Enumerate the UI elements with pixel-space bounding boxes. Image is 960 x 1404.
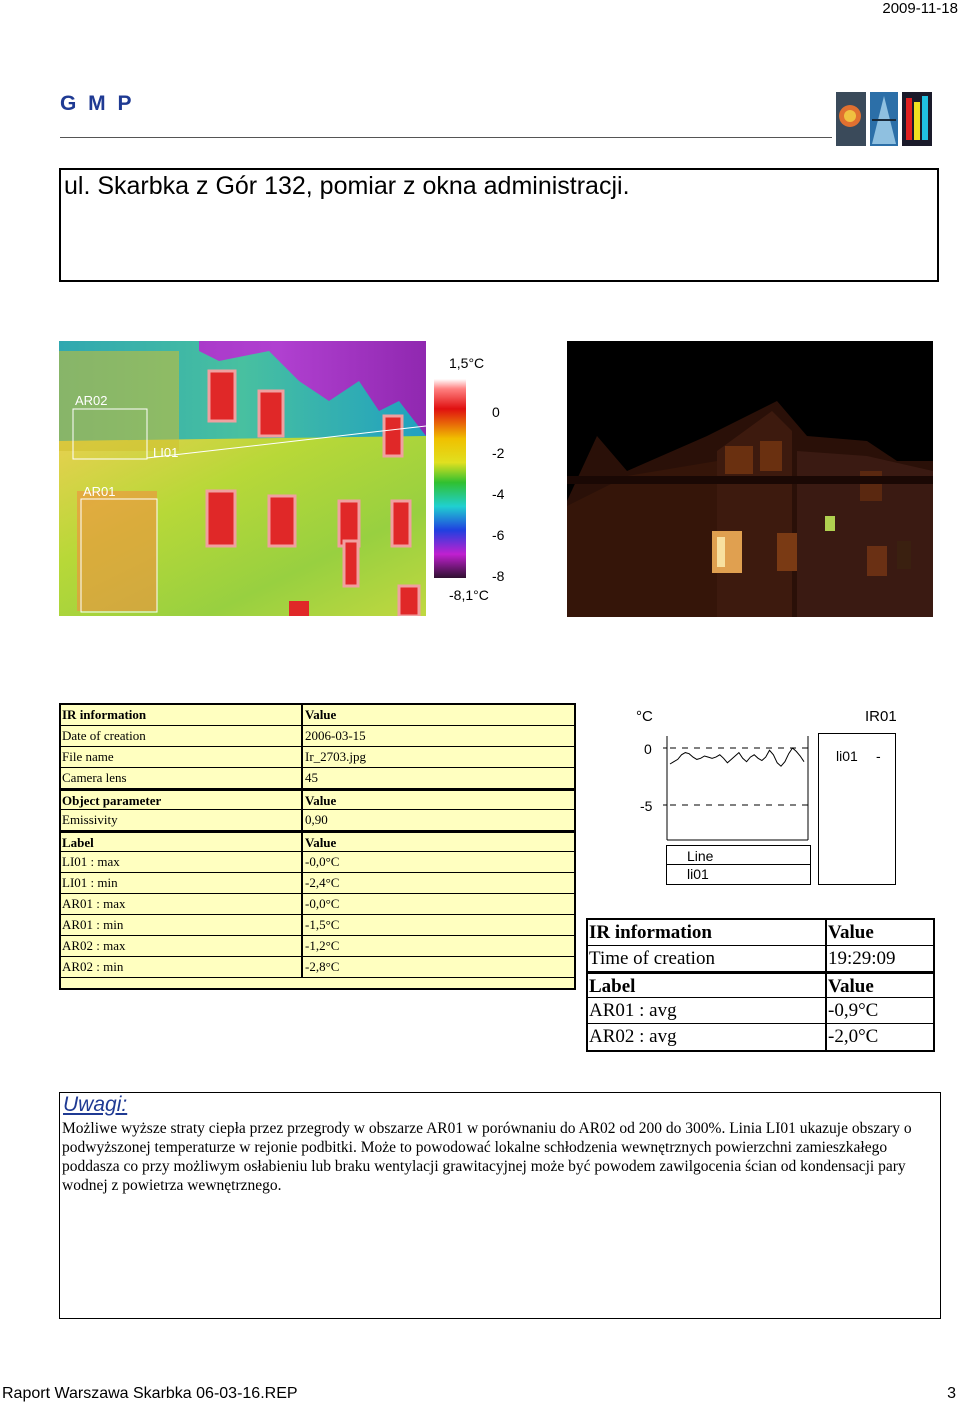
report-date: 2009-11-18 <box>882 0 958 17</box>
table-row <box>588 920 933 946</box>
table-cell: Date of creation <box>61 726 303 746</box>
table-cell: Emissivity <box>61 810 303 830</box>
legend-header: Line <box>667 846 810 865</box>
thermal-label-ar01: AR01 <box>83 484 116 499</box>
legend-entry: li01 <box>687 866 709 882</box>
table-cell: AR02 : avg <box>588 1024 827 1050</box>
table-cell: 2006-03-15 <box>305 728 366 743</box>
scale-tick: -8 <box>492 568 505 584</box>
table-cell: AR02 : max <box>61 936 303 956</box>
building-photo <box>567 341 933 617</box>
table-cell: Time of creation <box>588 946 827 971</box>
table-cell: AR01 : max <box>61 894 303 914</box>
table-row <box>61 789 574 810</box>
notes-text: Możliwe wyższe straty ciepła przez przegrody w obszarze AR01 w porównaniu do AR02 od 200 do 300%. Linia LI01 ukazuje obszary o podwyższonej temperaturze w rejonie podbitki. Może to powodować lokalne schłodzenia wewnętrznych powierzchni zamieszkałego poddasza co przy możliwym osłabieniu lub braku wentylacji grawitacyjnej może być powodem zawilgocenia ścian od kondensacji pary wodnej z powietrza wewnętrznego. <box>62 1120 912 1194</box>
scale-max-label: 1,5°C <box>449 355 485 371</box>
chart-y-tick-minus5: -5 <box>640 798 653 814</box>
chart-series-li01 <box>670 748 804 766</box>
page-number: 3 <box>947 1385 956 1402</box>
table-cell: Label <box>588 974 827 997</box>
notes-box <box>59 1092 941 1319</box>
table-row <box>61 957 574 978</box>
table-row <box>61 915 574 936</box>
line-profile-chart <box>636 728 816 843</box>
chart-panel-label: li01 <box>836 748 858 764</box>
table-filler <box>61 978 574 988</box>
table-row <box>61 873 574 894</box>
table-cell: -2,8°C <box>305 959 340 974</box>
table-row <box>61 831 574 852</box>
chart-y-unit: °C <box>636 708 653 725</box>
brand-name: G M P <box>60 92 135 115</box>
table-row <box>61 936 574 957</box>
scale-tick: -2 <box>492 445 505 461</box>
table-cell: -0,0°C <box>305 854 340 869</box>
table-cell: AR02 : min <box>61 957 303 977</box>
table-cell: IR information <box>588 920 827 945</box>
table-cell: AR01 : avg <box>588 998 827 1023</box>
table-cell: Value <box>305 835 337 850</box>
table-cell: Ir_2703.jpg <box>305 749 367 764</box>
page-title: ul. Skarbka z Gór 132, pomiar z okna administracji. <box>64 172 630 200</box>
chart-panel-title: IR01 <box>865 708 897 725</box>
chart-panel-value: - <box>876 748 881 764</box>
table-cell: 45 <box>305 770 318 785</box>
thermal-label-ar02: AR02 <box>75 393 108 408</box>
notes-title: Uwagi: <box>63 1093 128 1116</box>
chart-legend <box>666 845 811 885</box>
scale-tick: -6 <box>492 527 505 543</box>
table-cell: -0,9°C <box>828 1000 879 1021</box>
table-row <box>61 810 574 831</box>
table-cell: -2,0°C <box>828 1026 879 1047</box>
table-cell: LI01 : min <box>61 873 303 893</box>
table-row <box>61 768 574 789</box>
table-row <box>588 998 933 1024</box>
table-row <box>61 726 574 747</box>
table-cell: -1,5°C <box>305 917 340 932</box>
table-cell: Value <box>305 793 337 808</box>
table-cell: Object parameter <box>61 791 303 809</box>
footer-report-name: Raport Warszawa Skarbka 06-03-16.REP <box>2 1385 298 1402</box>
table-cell: Value <box>305 707 337 722</box>
table-cell: IR information <box>61 705 303 725</box>
table-cell: -0,0°C <box>305 896 340 911</box>
company-logo <box>836 92 932 146</box>
table-row <box>61 852 574 873</box>
thermal-image <box>59 341 426 616</box>
table-cell: -2,4°C <box>305 875 340 890</box>
thermal-label-li01: LI01 <box>153 445 179 460</box>
ir-info-table <box>59 703 576 990</box>
table-row <box>61 747 574 768</box>
title-box <box>59 168 939 282</box>
photo-drawing <box>567 341 933 617</box>
scale-tick: 0 <box>492 404 500 420</box>
table-row <box>588 946 933 972</box>
scale-tick: -4 <box>492 486 505 502</box>
table-cell: Camera lens <box>61 768 303 788</box>
table-row <box>61 894 574 915</box>
table-row <box>588 1024 933 1050</box>
table-row <box>61 705 574 726</box>
table-cell: AR01 : min <box>61 915 303 935</box>
table-cell: 0,90 <box>305 812 328 827</box>
header-divider <box>60 137 832 138</box>
table-cell: LI01 : max <box>61 852 303 872</box>
thermal-drawing <box>59 341 426 616</box>
table-row <box>588 972 933 998</box>
ir-info-table-2 <box>586 918 935 1052</box>
table-cell: Label <box>61 833 303 851</box>
color-scale-bar <box>434 379 466 578</box>
table-cell: 19:29:09 <box>828 948 896 969</box>
scale-min-label: -8,1°C <box>449 587 489 603</box>
chart-y-tick-0: 0 <box>644 741 652 757</box>
table-cell: File name <box>61 747 303 767</box>
table-cell: -1,2°C <box>305 938 340 953</box>
table-cell: Value <box>828 922 874 943</box>
table-cell: Value <box>828 976 874 997</box>
